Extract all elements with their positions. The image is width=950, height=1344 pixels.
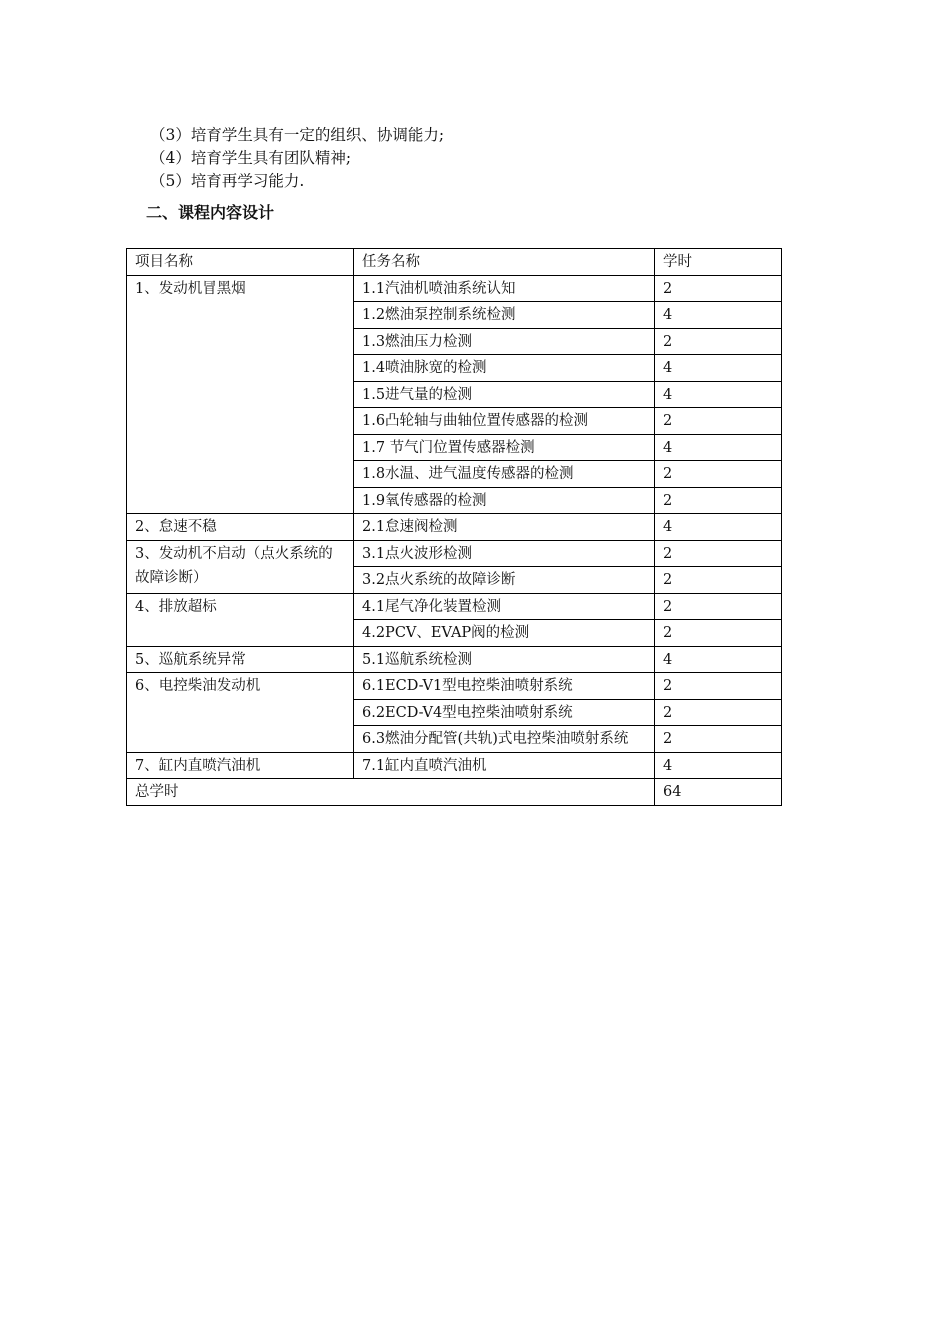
hours-cell: 2: [655, 699, 782, 726]
task-name-cell: 3.1点火波形检测: [354, 540, 655, 567]
header-task-name: 任务名称: [354, 249, 655, 276]
task-name-cell: 6.2ECD-V4型电控柴油喷射系统: [354, 699, 655, 726]
table-row: [127, 646, 782, 673]
table-row: [127, 673, 782, 700]
table-row: [127, 514, 782, 541]
hours-cell: 4: [655, 646, 782, 673]
table-row: [127, 752, 782, 779]
section-heading: 二、课程内容设计: [146, 203, 275, 222]
goal-item: （4）培育学生具有团队精神;: [150, 149, 352, 167]
project-name-cell: 4、排放超标: [127, 593, 354, 646]
hours-cell: 4: [655, 302, 782, 329]
table-row: [127, 275, 782, 302]
header-hours: 学时: [655, 249, 782, 276]
project-name-cell: 6、电控柴油发动机: [127, 673, 354, 753]
task-name-cell: 3.2点火系统的故障诊断: [354, 567, 655, 594]
hours-cell: 2: [655, 487, 782, 514]
task-name-cell: 1.1汽油机喷油系统认知: [354, 275, 655, 302]
goal-item: （5）培育再学习能力.: [150, 172, 305, 190]
total-label: 总学时: [127, 779, 655, 806]
table-row: [127, 593, 782, 620]
task-name-cell: 4.1尾气净化装置检测: [354, 593, 655, 620]
hours-cell: 2: [655, 540, 782, 567]
hours-cell: 2: [655, 275, 782, 302]
hours-cell: 4: [655, 434, 782, 461]
project-name-cell: 3、发动机不启动（点火系统的故障诊断）: [127, 540, 354, 593]
total-row: [127, 779, 782, 806]
goals-list: [150, 124, 444, 193]
total-hours: 64: [655, 779, 782, 806]
header-project-name: 项目名称: [127, 249, 354, 276]
task-name-cell: 4.2PCV、EVAP阀的检测: [354, 620, 655, 647]
hours-cell: 4: [655, 381, 782, 408]
task-name-cell: 1.3燃油压力检测: [354, 328, 655, 355]
task-name-cell: 6.3燃油分配管(共轨)式电控柴油喷射系统: [354, 726, 655, 753]
hours-cell: 2: [655, 673, 782, 700]
hours-cell: 4: [655, 752, 782, 779]
hours-cell: 2: [655, 726, 782, 753]
hours-cell: 2: [655, 593, 782, 620]
hours-cell: 2: [655, 461, 782, 488]
goal-item: （3）培育学生具有一定的组织、协调能力;: [150, 126, 445, 144]
task-name-cell: 1.7 节气门位置传感器检测: [354, 434, 655, 461]
task-name-cell: 1.6凸轮轴与曲轴位置传感器的检测: [354, 408, 655, 435]
task-name-cell: 7.1缸内直喷汽油机: [354, 752, 655, 779]
hours-cell: 2: [655, 567, 782, 594]
task-name-cell: 1.8水温、进气温度传感器的检测: [354, 461, 655, 488]
hours-cell: 2: [655, 408, 782, 435]
hours-cell: 4: [655, 355, 782, 382]
task-name-cell: 6.1ECD-V1型电控柴油喷射系统: [354, 673, 655, 700]
task-name-cell: 1.9氧传感器的检测: [354, 487, 655, 514]
task-name-cell: 1.4喷油脉宽的检测: [354, 355, 655, 382]
project-name-cell: 2、怠速不稳: [127, 514, 354, 541]
table-row: [127, 540, 782, 567]
table-header-row: [127, 249, 782, 276]
task-name-cell: 5.1巡航系统检测: [354, 646, 655, 673]
project-name-cell: 1、发动机冒黑烟: [127, 275, 354, 514]
hours-cell: 2: [655, 328, 782, 355]
task-name-cell: 2.1怠速阀检测: [354, 514, 655, 541]
task-name-cell: 1.2燃油泵控制系统检测: [354, 302, 655, 329]
task-name-cell: 1.5进气量的检测: [354, 381, 655, 408]
hours-cell: 4: [655, 514, 782, 541]
table-body: [127, 275, 782, 805]
hours-cell: 2: [655, 620, 782, 647]
course-content-table: [126, 248, 782, 806]
project-name-cell: 7、缸内直喷汽油机: [127, 752, 354, 779]
project-name-cell: 5、巡航系统异常: [127, 646, 354, 673]
